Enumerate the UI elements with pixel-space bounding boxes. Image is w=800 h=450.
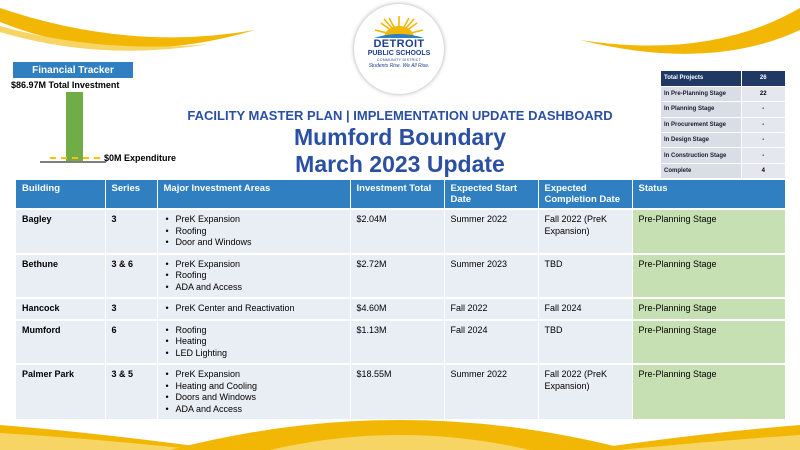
table-header-row [16, 180, 785, 209]
investment-areas-list [164, 259, 344, 294]
list-item: • Roofing [164, 325, 344, 337]
table-row [16, 298, 785, 320]
summary-label: Total Projects [661, 71, 741, 86]
series-cell: 6 [105, 320, 157, 365]
investment-total-cell: $2.72M [350, 254, 444, 299]
column-header: Expected Start Date [444, 180, 538, 209]
investment-areas-list [164, 214, 344, 249]
investment-areas-list [164, 325, 344, 360]
investment-total-cell: $1.13M [350, 320, 444, 365]
column-header: Building [16, 180, 105, 209]
column-header: Expected Completion Date [538, 180, 632, 209]
column-header: Series [105, 180, 157, 209]
list-item: • Heating and Cooling [164, 381, 344, 393]
investment-areas-list [164, 369, 344, 415]
investment-areas-cell [157, 254, 350, 299]
list-item: • Roofing [164, 226, 344, 238]
status-cell: Pre-Planning Stage [632, 209, 785, 254]
start-date-cell: Summer 2022 [444, 209, 538, 254]
series-cell: 3 & 5 [105, 364, 157, 419]
list-item: • ADA and Access [164, 282, 344, 294]
logo-line-3: COMMUNITY DISTRICT [376, 58, 422, 62]
projects-table [16, 180, 786, 419]
series-cell: 3 [105, 298, 157, 320]
building-cell: Bethune [16, 254, 105, 299]
investment-areas-cell [157, 320, 350, 365]
list-item: • Heating [164, 336, 344, 348]
expenditure-marker [50, 157, 100, 159]
completion-date-cell: Fall 2022 (PreK Expansion) [538, 364, 632, 419]
building-cell: Mumford [16, 320, 105, 365]
gold-swoosh-top-left [0, 0, 260, 70]
summary-row [661, 86, 785, 101]
total-investment-label: $86.97M Total Investment [11, 80, 120, 90]
summary-value: 22 [741, 86, 785, 101]
status-cell: Pre-Planning Stage [632, 254, 785, 299]
start-date-cell: Summer 2023 [444, 254, 538, 299]
page-title [200, 124, 600, 178]
investment-areas-cell [157, 364, 350, 419]
status-cell: Pre-Planning Stage [632, 364, 785, 419]
table-row [16, 320, 785, 365]
investment-areas-cell [157, 209, 350, 254]
page-title-line-2: March 2023 Update [295, 151, 505, 177]
investment-total-cell: $4.60M [350, 298, 444, 320]
list-item: • ADA and Access [164, 404, 344, 416]
series-cell: 3 & 6 [105, 254, 157, 299]
start-date-cell: Fall 2022 [444, 298, 538, 320]
logo-line-1: DETROIT [373, 38, 425, 50]
summary-row [661, 163, 785, 178]
dashboard-subtitle: FACILITY MASTER PLAN | IMPLEMENTATION UPDATE DASHBOARD [187, 108, 613, 123]
investment-total-cell: $18.55M [350, 364, 444, 419]
column-header: Investment Total [350, 180, 444, 209]
summary-row [661, 133, 785, 148]
summary-row [661, 71, 785, 86]
logo-line-2: PUBLIC SCHOOLS [367, 50, 431, 57]
summary-value: - [741, 148, 785, 163]
summary-value: - [741, 102, 785, 117]
financial-tracker-header: Financial Tracker [13, 62, 133, 78]
summary-value: 26 [741, 71, 785, 86]
summary-label: In Design Stage [661, 133, 741, 148]
summary-label: In Pre-Planning Stage [661, 86, 741, 101]
list-item: • PreK Center and Reactivation [164, 303, 344, 315]
building-cell: Bagley [16, 209, 105, 254]
investment-total-cell: $2.04M [350, 209, 444, 254]
gold-swoosh-top-right [560, 0, 800, 70]
summary-value: - [741, 133, 785, 148]
dps-logo [354, 4, 444, 94]
list-item: • LED Lighting [164, 348, 344, 360]
list-item: • Roofing [164, 270, 344, 282]
summary-value: 4 [741, 163, 785, 178]
table-row [16, 254, 785, 299]
project-summary-table [661, 71, 785, 179]
series-cell: 3 [105, 209, 157, 254]
total-investment-bar [66, 92, 83, 161]
tracker-baseline [40, 161, 106, 163]
sun-icon [370, 14, 428, 38]
expenditure-label: $0M Expenditure [104, 153, 177, 163]
completion-date-cell: Fall 2024 [538, 298, 632, 320]
status-cell: Pre-Planning Stage [632, 320, 785, 365]
investment-areas-cell [157, 298, 350, 320]
list-item: • Door and Windows [164, 237, 344, 249]
summary-row [661, 102, 785, 117]
summary-row [661, 148, 785, 163]
summary-label: In Planning Stage [661, 102, 741, 117]
investment-areas-list [164, 303, 344, 315]
list-item: • Doors and Windows [164, 392, 344, 404]
start-date-cell: Summer 2022 [444, 364, 538, 419]
status-cell: Pre-Planning Stage [632, 298, 785, 320]
table-row [16, 209, 785, 254]
page-title-line-1: Mumford Boundary [293, 124, 507, 150]
completion-date-cell: Fall 2022 (PreK Expansion) [538, 209, 632, 254]
start-date-cell: Fall 2024 [444, 320, 538, 365]
list-item: • PreK Expansion [164, 369, 344, 381]
list-item: • PreK Expansion [164, 259, 344, 271]
completion-date-cell: TBD [538, 320, 632, 365]
logo-tagline: Students Rise. We All Rise. [368, 63, 430, 69]
summary-label: Complete [661, 163, 741, 178]
column-header: Major Investment Areas [157, 180, 350, 209]
summary-label: In Procurement Stage [661, 117, 741, 132]
column-header: Status [632, 180, 785, 209]
summary-value: - [741, 117, 785, 132]
summary-row [661, 117, 785, 132]
summary-label: In Construction Stage [661, 148, 741, 163]
table-row [16, 364, 785, 419]
completion-date-cell: TBD [538, 254, 632, 299]
building-cell: Hancock [16, 298, 105, 320]
building-cell: Palmer Park [16, 364, 105, 419]
list-item: • PreK Expansion [164, 214, 344, 226]
